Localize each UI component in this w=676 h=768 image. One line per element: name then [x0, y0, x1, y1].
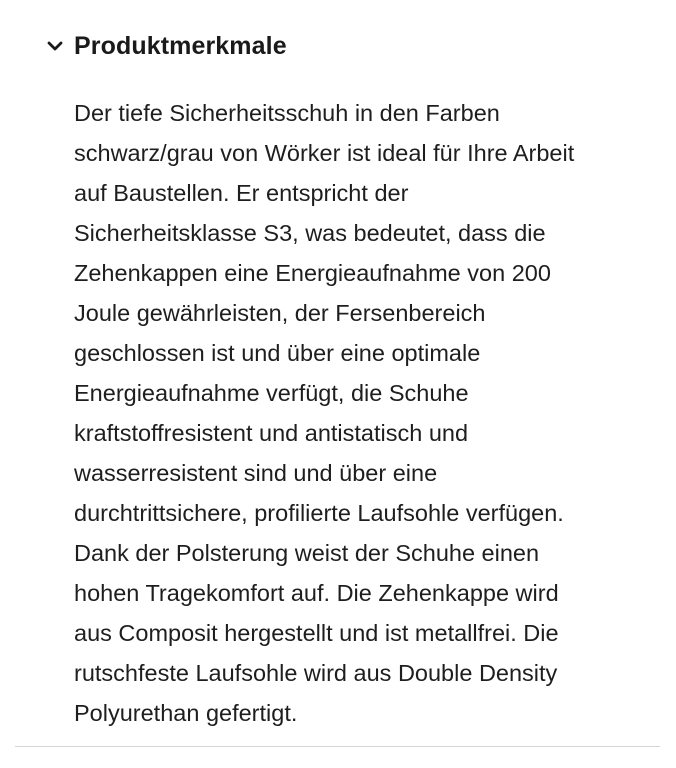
description-line: durchtrittsichere, profilierte Laufsohle verfügen.	[74, 500, 564, 526]
description-line: Zehenkappen eine Energieaufnahme von 200	[74, 260, 551, 286]
description-line: Joule gewährleisten, der Fersenbereich	[74, 300, 486, 326]
accordion-toggle-product-features[interactable]	[46, 26, 287, 66]
description-line: aus Composit hergestellt und ist metallfrei. Die	[74, 620, 559, 646]
description-line: Energieaufnahme verfügt, die Schuhe	[74, 380, 469, 406]
section-title: Produktmerkmale	[74, 31, 287, 60]
description-line: geschlossen ist und über eine optimale	[74, 340, 481, 366]
description-line: Polyurethan gefertigt.	[74, 700, 298, 726]
description-line: auf Baustellen. Er entspricht der	[74, 180, 409, 206]
description-line: Der tiefe Sicherheitsschuh in den Farben	[74, 100, 500, 126]
description-line: Dank der Polsterung weist der Schuhe einen	[74, 540, 540, 566]
product-description	[74, 93, 662, 733]
section-divider	[15, 746, 660, 747]
description-line: hohen Tragekomfort auf. Die Zehenkappe wird	[74, 580, 559, 606]
description-line: schwarz/grau von Wörker ist ideal für Ihre Arbeit	[74, 140, 575, 166]
description-line: Sicherheitsklasse S3, was bedeutet, dass die	[74, 220, 546, 246]
description-line: kraftstoffresistent und antistatisch und	[74, 420, 469, 446]
description-line: wasserresistent sind und über eine	[74, 460, 438, 486]
chevron-down-icon	[46, 37, 64, 55]
description-line: rutschfeste Laufsohle wird aus Double Density	[74, 660, 558, 686]
